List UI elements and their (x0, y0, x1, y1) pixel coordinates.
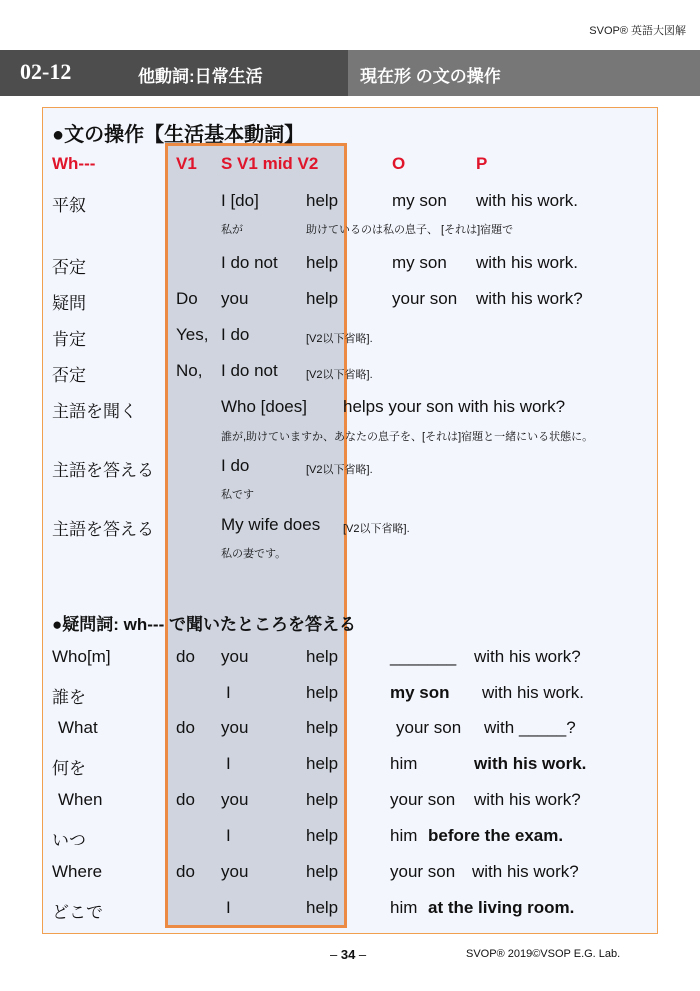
subject: I do (221, 325, 250, 344)
complement: with his work. (476, 191, 579, 210)
chapter-subtitle: 他動詞:日常生活 (138, 67, 263, 86)
row-label: 否定 (52, 366, 86, 385)
topic-box (348, 50, 700, 96)
subject: I [do] (221, 191, 259, 210)
verb: help (306, 191, 339, 210)
row-label: 疑問 (52, 294, 86, 313)
verb: help (306, 718, 339, 737)
row-label: 主語を聞く (52, 402, 137, 421)
object: your son (396, 718, 462, 737)
subject: I do not (221, 361, 278, 380)
object: your son (390, 862, 456, 881)
wh-word: 誰を (52, 688, 86, 707)
complement-answer: at the living room. (428, 898, 575, 917)
verb: help (306, 253, 339, 272)
wh-word: Who[m] (52, 647, 111, 666)
aux-verb: do (176, 862, 195, 881)
gloss: 助けているのは私の息子、 [それは]宿題で (306, 224, 514, 236)
object: him (390, 754, 418, 773)
gloss: 誰が,助けていますか、あなたの息子を、[それは]宿題と一緒にいる状態に。 (221, 431, 594, 443)
running-head: SVOP® 英語大図解 (589, 25, 686, 37)
object-blank: _______ (390, 647, 457, 666)
wh-word: どこで (52, 903, 103, 922)
aux-verb: do (176, 718, 195, 737)
subject: My wife does (221, 515, 321, 534)
object: my son (392, 191, 447, 210)
aux-verb: do (176, 790, 195, 809)
page-number: – 34 – (330, 947, 367, 962)
subject: I (226, 898, 231, 917)
subject: I (226, 754, 231, 773)
section-title: ●文の操作【生活基本動詞】 (52, 124, 305, 146)
verb: help (306, 683, 339, 702)
aux-verb: Yes, (176, 325, 209, 344)
verb: help (306, 862, 339, 881)
subject: you (221, 862, 249, 881)
subject: I do (221, 456, 250, 475)
page-number-value: 34 (340, 947, 356, 962)
row-label: 否定 (52, 258, 86, 277)
header-p: P (476, 154, 488, 173)
header-s-v1-mid-v2: S V1 mid V2 (221, 154, 319, 173)
copyright: SVOP® 2019©VSOP E.G. Lab. (466, 948, 621, 960)
row-label: 主語を答える (52, 520, 154, 539)
subject: you (221, 289, 249, 308)
complement-blank: with _____? (484, 718, 576, 737)
subject: Who [does] (221, 397, 307, 416)
complement: with his work? (472, 862, 579, 881)
omission-note: [V2以下省略]. (306, 333, 373, 345)
header-wh: Wh--- (52, 154, 96, 173)
subject: I do not (221, 253, 278, 272)
verb: help (306, 754, 339, 773)
omission-note: [V2以下省略]. (306, 464, 373, 476)
wh-word: 何を (52, 759, 86, 778)
row-label: 平叙 (52, 196, 86, 215)
verb: help (306, 898, 339, 917)
complement: with his work. (482, 683, 585, 702)
wh-word: When (58, 790, 103, 809)
section-title: ●疑問詞: wh--- で聞いたところを答える (52, 615, 356, 634)
verb: help (306, 790, 339, 809)
aux-verb: Do (176, 289, 198, 308)
omission-note: [V2以下省略]. (306, 369, 373, 381)
complement-answer: with his work. (474, 754, 587, 773)
complement: with his work? (474, 647, 581, 666)
wh-word: Where (52, 862, 103, 881)
object: him (390, 898, 418, 917)
wh-word: いつ (52, 831, 86, 850)
object-answer: my son (390, 683, 450, 702)
subject: I (226, 826, 231, 845)
complement: with his work? (474, 790, 581, 809)
topic-title: 現在形 の文の操作 (360, 67, 501, 86)
subject: you (221, 718, 249, 737)
verb: help (306, 289, 339, 308)
header-o: O (392, 154, 406, 173)
verb: help (306, 647, 339, 666)
aux-verb: No, (176, 361, 203, 380)
complement: with his work. (476, 253, 579, 272)
gloss: 私が (221, 224, 243, 236)
object: him (390, 826, 418, 845)
gloss: 私の妻です。 (221, 548, 287, 560)
row-label: 肯定 (52, 330, 86, 349)
predicate: helps your son with his work? (343, 397, 566, 416)
subject: you (221, 790, 249, 809)
object: your son (392, 289, 458, 308)
object: my son (392, 253, 447, 272)
chapter-code: 02-12 (20, 59, 72, 84)
row-label: 主語を答える (52, 461, 154, 480)
omission-note: [V2以下省略]. (343, 523, 410, 535)
wh-word: What (58, 718, 98, 737)
subject: I (226, 683, 231, 702)
header-v1: V1 (176, 154, 197, 173)
subject: you (221, 647, 249, 666)
complement-answer: before the exam. (428, 826, 564, 845)
object: your son (390, 790, 456, 809)
gloss: 私です (221, 489, 254, 501)
verb: help (306, 826, 339, 845)
aux-verb: do (176, 647, 195, 666)
chapter-banner (0, 50, 700, 96)
complement: with his work? (476, 289, 583, 308)
